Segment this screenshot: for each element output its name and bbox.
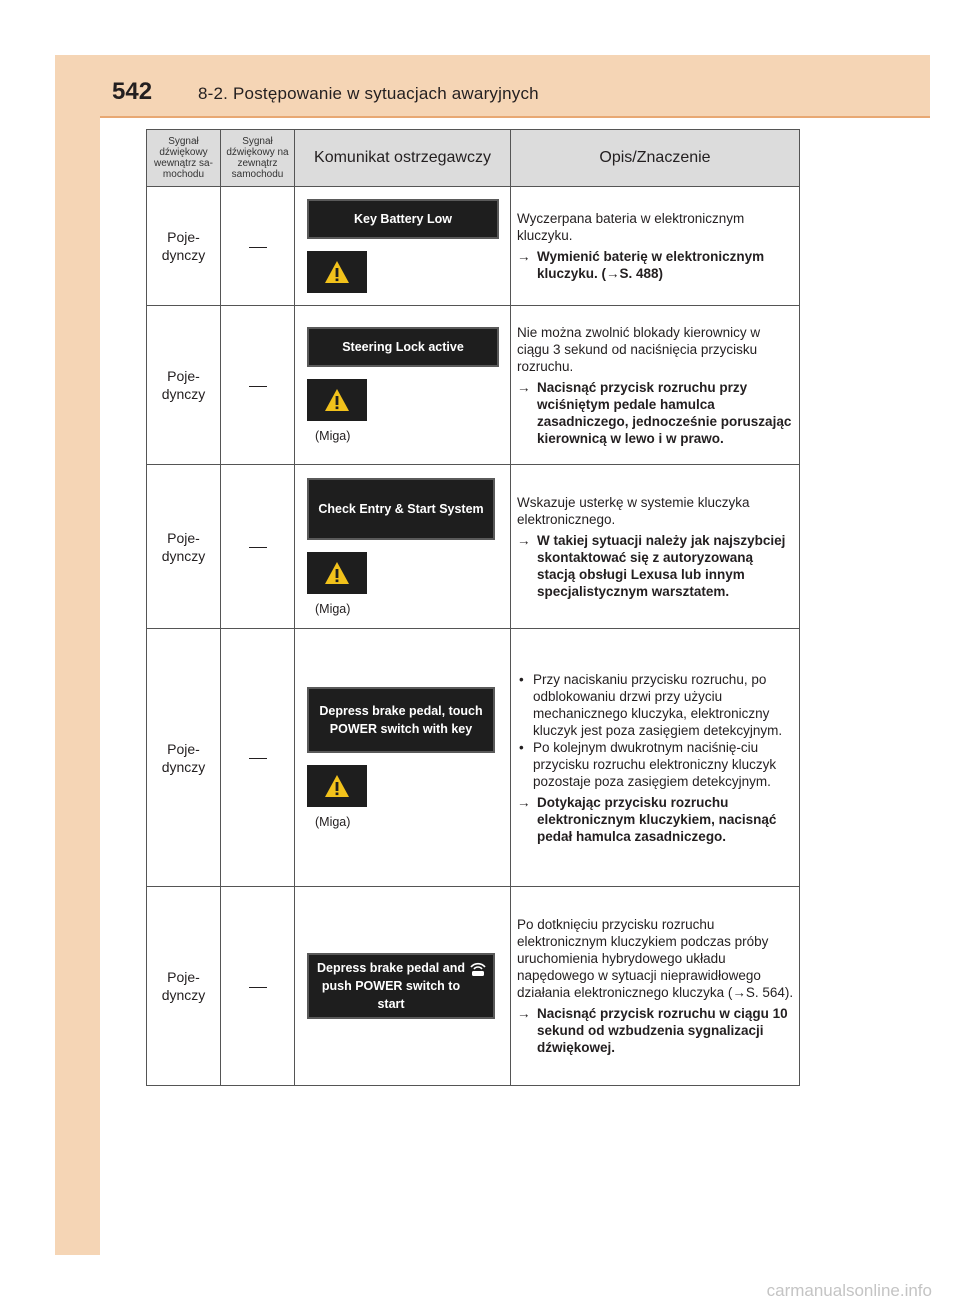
- section-title: 8-2. Postępowanie w sytuacjach awaryjnych: [198, 84, 539, 103]
- warning-light-icon: [307, 251, 367, 293]
- description-text: Wskazuje usterkę w systemie kluczyka elektronicznego.: [517, 494, 750, 527]
- arrow-icon: →: [517, 1006, 531, 1021]
- warning-light-icon: [307, 552, 367, 594]
- header-divider: [100, 116, 930, 118]
- outside-buzzer-cell: [221, 306, 295, 465]
- outside-buzzer-cell: [221, 629, 295, 887]
- description-cell: [511, 465, 800, 629]
- arrow-icon: →: [517, 532, 531, 548]
- blink-label: (Miga): [315, 814, 351, 829]
- warning-message-cell: [295, 187, 511, 306]
- arrow-icon: →: [517, 379, 531, 395]
- warning-message-cell: [295, 629, 511, 887]
- display-message: [307, 953, 495, 1019]
- display-message: Check Entry & Start System: [307, 478, 495, 540]
- inside-buzzer-cell: [147, 187, 221, 306]
- description-text: Nie można zwolnić blokady kierownicy w ciągu 3 sekund od naciśnięcia przycisku rozruchu.: [517, 324, 761, 374]
- blink-label: (Miga): [315, 429, 351, 443]
- warning-message-cell: [295, 306, 511, 465]
- inside-buzzer-value: Poje-dynczy: [161, 969, 206, 1003]
- display-message: Depress brake pedal, touch POWER switch with key: [307, 687, 495, 753]
- description-text: Po dotknięciu przycisku rozruchu elektronicznym kluczykiem podczas próby uruchomienia hybrydowego układu napędowego w sytuacji nieprawidłowego działania elektronicznego kluczyka (→S. 564).: [517, 917, 794, 1000]
- warning-light-icon: [307, 379, 367, 421]
- inside-buzzer-value: Poje-dynczy: [161, 529, 206, 564]
- bullet-item: • Po kolejnym dwukrotnym naciśnię-ciu przycisku rozruchu elektroniczny kluczyk pozostaje poza zasięgiem detekcyjnym.: [519, 739, 777, 789]
- outside-buzzer-cell: [221, 887, 295, 1086]
- blink-label: (Miga): [315, 601, 351, 616]
- arrow-icon: →: [517, 249, 531, 264]
- description-text: Wyczerpana bateria w elektronicznym kluczyku.: [517, 211, 745, 243]
- bullet-item: • Przy naciskaniu przycisku rozruchu, po odblokowaniu drzwi przy użyciu mechanicznego kluczyka, elektroniczny kluczyk jest poza zasięgiem detekcyjnym.: [519, 671, 783, 738]
- warning-table: [146, 129, 800, 1086]
- dash-mark: [249, 547, 267, 548]
- description-cell: [511, 306, 800, 465]
- arrow-icon: →: [517, 794, 531, 810]
- table-row: [147, 187, 800, 306]
- dash-mark: [249, 386, 267, 387]
- table-header-row: [147, 130, 800, 187]
- table-row: [147, 306, 800, 465]
- warning-light-icon: [307, 765, 367, 807]
- action-text: → Wymienić baterię w elektronicznym kluczyku. (→S. 488): [517, 249, 765, 281]
- inside-buzzer-cell: [147, 887, 221, 1086]
- outside-buzzer-cell: [221, 465, 295, 629]
- header-outside-buzzer: Sygnał dźwiękowy na zewnątrz samochodu: [221, 130, 295, 187]
- header-inside-buzzer: Sygnał dźwiękowy wewnątrz sa-mochodu: [147, 130, 221, 187]
- watermark: carmanualsonline.info: [766, 1281, 932, 1300]
- inside-buzzer-cell: [147, 629, 221, 887]
- warning-message-cell: [295, 887, 511, 1086]
- page-number: 542: [112, 78, 153, 105]
- inside-buzzer-value: Poje-dynczy: [161, 740, 206, 775]
- inside-buzzer-value: Poje-dynczy: [161, 229, 206, 263]
- action-text: → Dotykając przycisku rozruchu elektronicznym kluczykiem, nacisnąć pedał hamulca zasadniczego.: [517, 794, 777, 844]
- description-cell: [511, 887, 800, 1086]
- dash-mark: [249, 758, 267, 759]
- warning-message-cell: [295, 465, 511, 629]
- header-warning-message: Komunikat ostrzegawczy: [295, 130, 511, 187]
- display-message: Key Battery Low: [307, 199, 499, 239]
- action-text: → Nacisnąć przycisk rozruchu w ciągu 10 sekund od wzbudzenia sygnalizacji dźwiękowej.: [517, 1006, 788, 1055]
- inside-buzzer-cell: [147, 306, 221, 465]
- table-row: [147, 465, 800, 629]
- table-row: [147, 887, 800, 1086]
- dash-mark: [249, 247, 267, 248]
- display-message: Steering Lock active: [307, 327, 499, 367]
- dash-mark: [249, 987, 267, 988]
- description-cell: [511, 187, 800, 306]
- side-accent-band: [55, 55, 100, 1255]
- outside-buzzer-cell: [221, 187, 295, 306]
- action-text: → W takiej sytuacji należy jak najszybciej skontaktować się z autoryzowaną stacją obsługi Lexusa lub innym specjalistycznym warsztatem.: [517, 532, 786, 599]
- inside-buzzer-value: Poje-dynczy: [161, 368, 206, 402]
- header-description: Opis/Znaczenie: [511, 130, 800, 187]
- description-cell: [511, 629, 800, 887]
- inside-buzzer-cell: [147, 465, 221, 629]
- action-text: → Nacisnąć przycisk rozruchu przy wciśniętym pedale hamulca zasadniczego, jednocześnie poruszając kierownicą w lewo i w prawo.: [517, 379, 792, 446]
- display-message-text: Depress brake pedal and push POWER switch to start: [317, 961, 465, 1011]
- table-row: [147, 629, 800, 887]
- key-signal-icon: [467, 961, 489, 982]
